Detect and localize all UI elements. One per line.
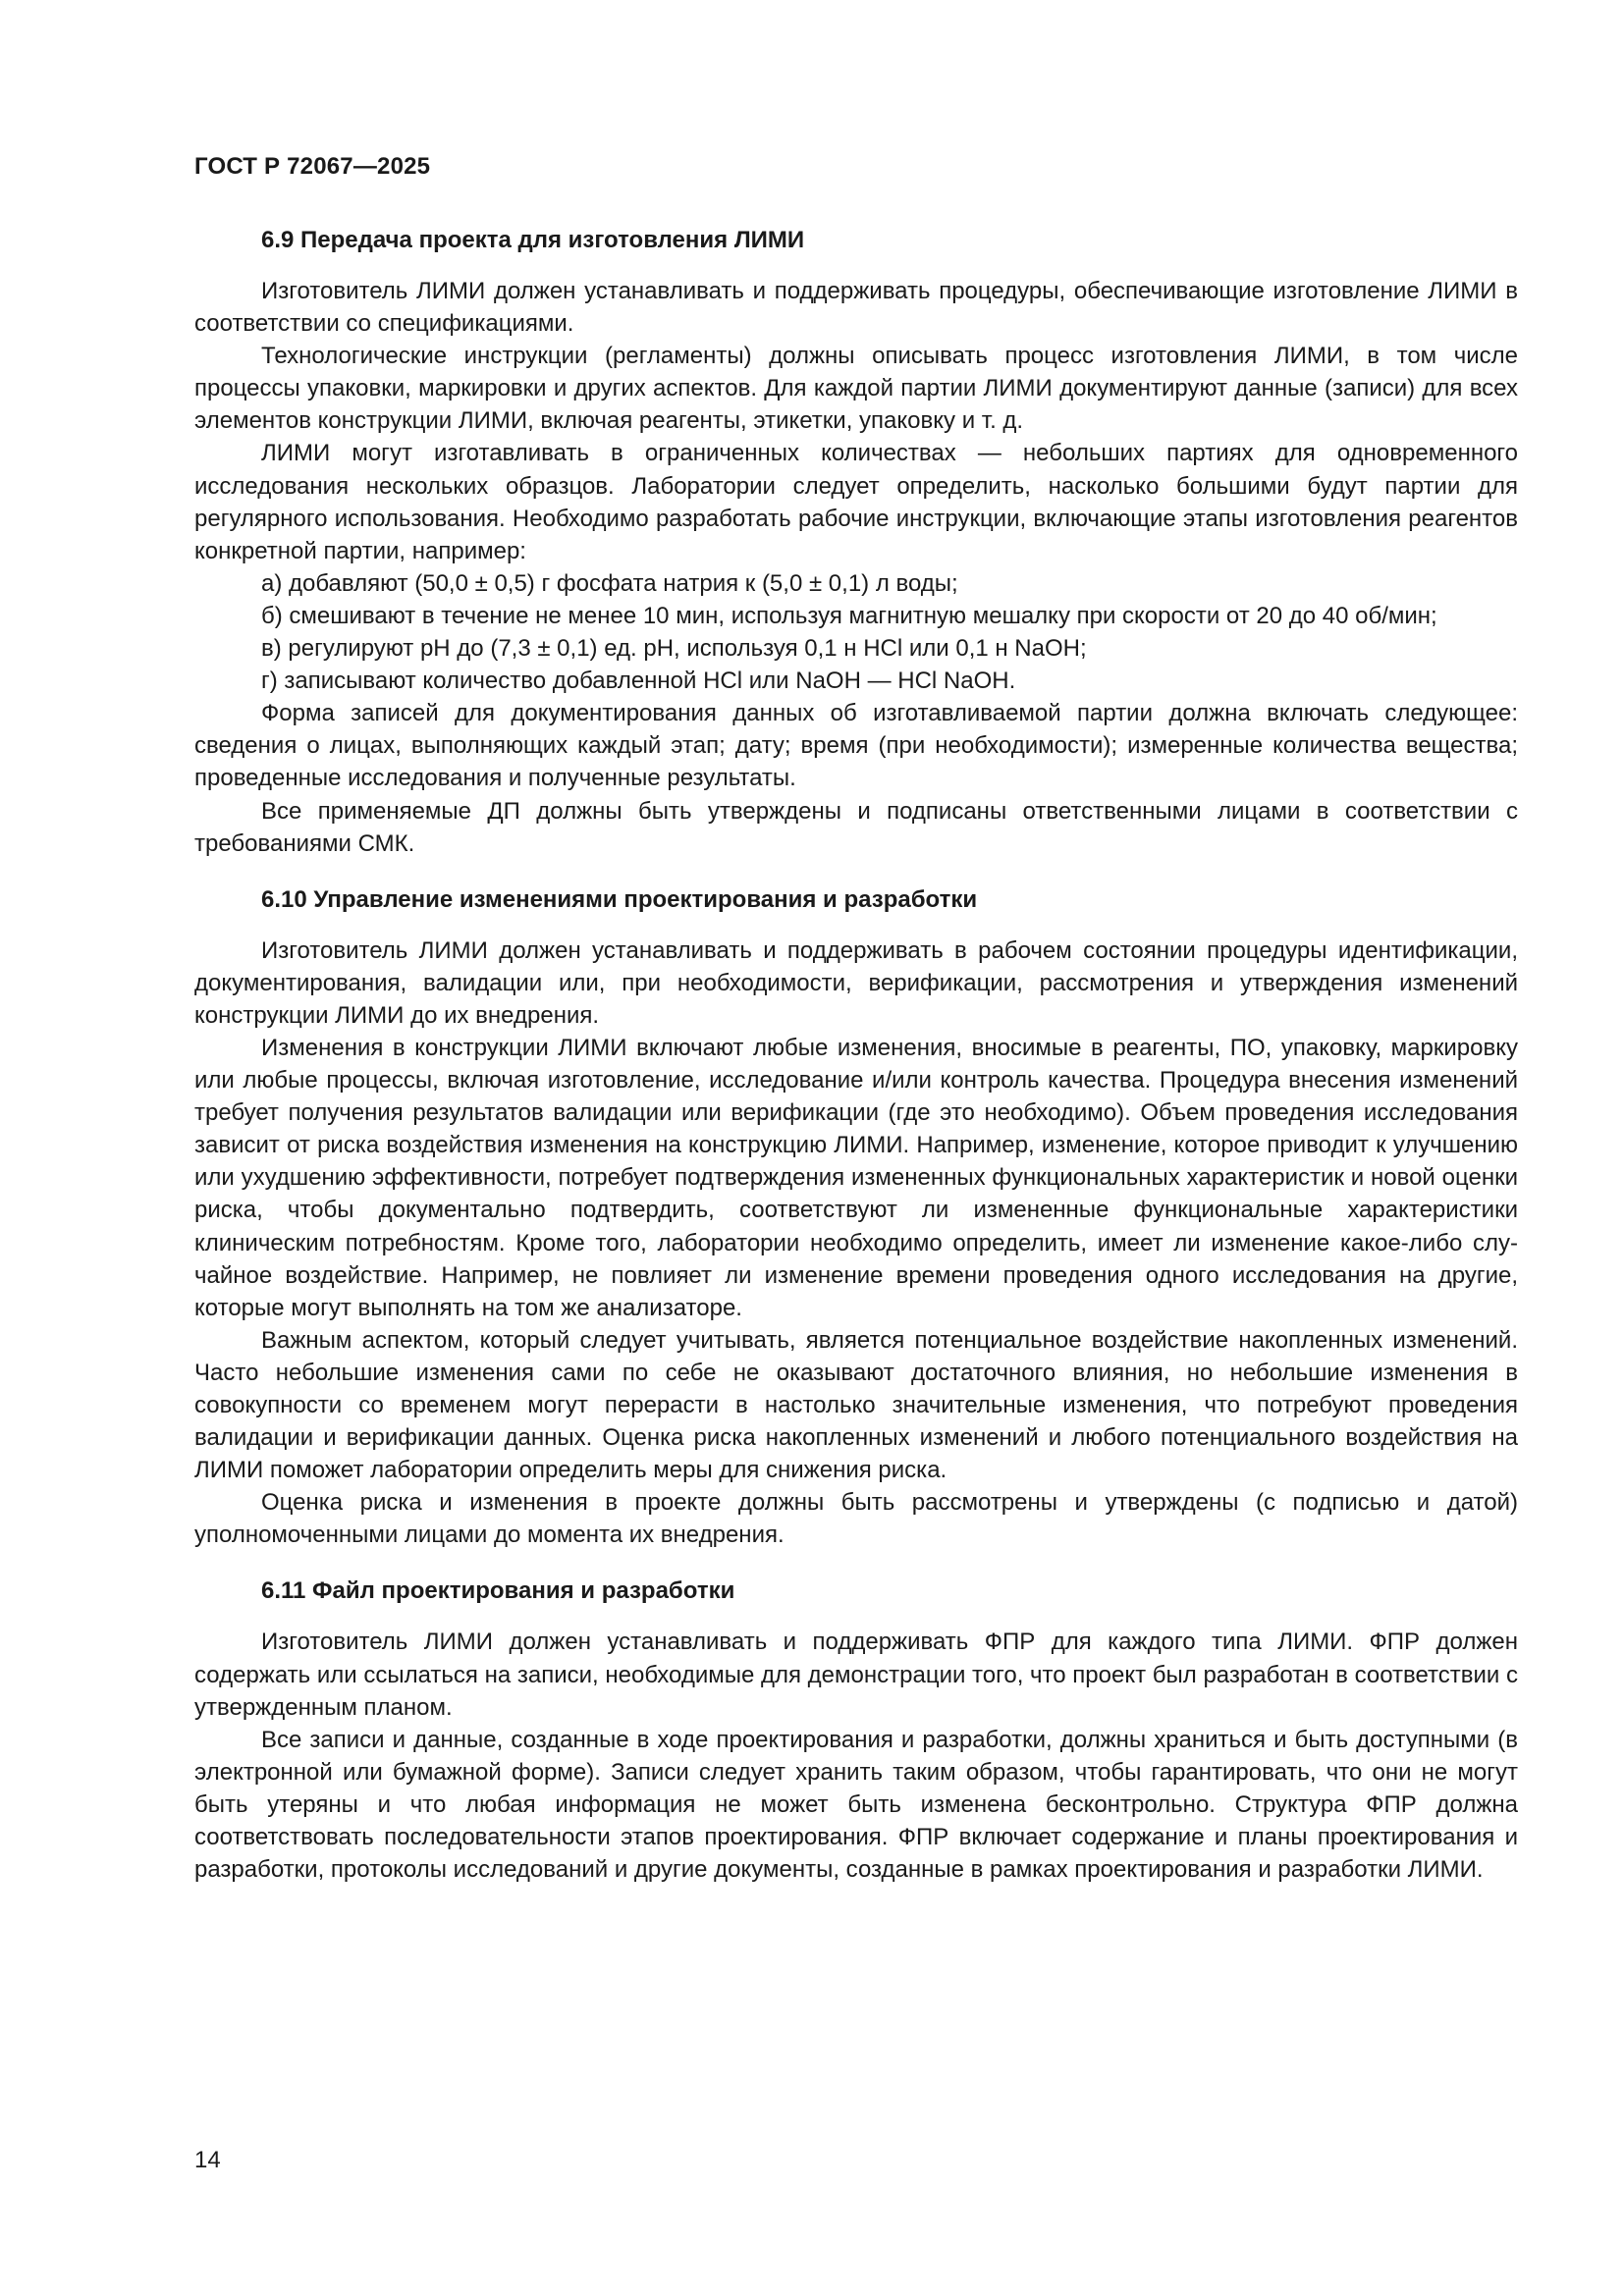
list-item: а) добавляют (50,0 ± 0,5) г фосфата натрия к (5,0 ± 0,1) л воды;: [261, 569, 958, 597]
paragraph: Изготовитель ЛИМИ должен устанавливать и поддерживать процедуры, обеспечивающие изготовление ЛИМИ в соответствии со спецификациями.: [194, 278, 1518, 338]
paragraph: Технологические инструкции (регламенты) должны описывать процесс изготовления ЛИМИ, в том числе процессы упаковки, маркировки и других аспектов. Для каждой партии ЛИМИ документируют данные (записи) для всех элементов конструкции ЛИМИ, включая реагенты, этикетки, упаковку и т. д.: [194, 343, 1518, 435]
paragraph: Изготовитель ЛИМИ должен устанавливать и поддерживать ФПР для каждого типа ЛИМИ. ФПР должен содержать или ссылаться на записи, необходимые для демонстрации того, что проект был разработан в соответствии с утвержденным планом.: [194, 1629, 1518, 1721]
section-6-11: [194, 1575, 1518, 1886]
page-number: 14: [194, 2147, 221, 2173]
section-6-10: [194, 883, 1518, 1552]
paragraph: Оценка риска и изменения в проекте должны быть рассмотрены и утверждены (с подписью и датой) уполномоченными лицами до момента их внедрения.: [194, 1489, 1518, 1549]
list-item: г) записывают количество добавленной HCl или NaOH — HCl NaOH.: [261, 667, 1016, 695]
document-code-header: ГОСТ Р 72067—2025: [194, 153, 431, 180]
section-heading: 6.11 Файл проектирования и разработки: [261, 1577, 735, 1605]
paragraph: Форма записей для документирования данных об изготавливаемой партии должна включать следующее: сведения о лицах, выполняющих каждый этап; дату; время (при необходимости); измеренные количества вещества; проведенные исследования и полученные результаты.: [194, 700, 1518, 792]
page-body: [194, 224, 1518, 1909]
paragraph: Важным аспектом, который следует учитывать, является потенциальное воздействие накопленных изменений. Часто небольшие изменения сами по себе не оказывают достаточного влияния, но небольшие изменения в совокупности со временем могут перерасти в настолько значительные изменения, что потребуют проведения валидации и верификации данных. Оценка риска накопленных изменений и любого потенциального воздействия на ЛИМИ поможет лаборатории определить меры для снижения риска.: [194, 1326, 1518, 1484]
section-6-9: [194, 224, 1518, 860]
section-heading: 6.10 Управление изменениями проектирования и разработки: [261, 885, 978, 913]
section-heading: 6.9 Передача проекта для изготовления ЛИМИ: [261, 227, 805, 253]
paragraph: Все записи и данные, созданные в ходе проектирования и разработки, должны храниться и быть доступными (в электронной или бумажной форме). Записи следует хранить таким образом, чтобы гарантировать, что они не могут быть утеряны и что любая информация не может быть изменена бесконтрольно. Структура ФПР должна соответствовать последовательности этапов проектирования. ФПР включает содержание и планы проектирования и разработки, протоколы исследований и другие документы, созданные в рамках проектирования и разработки ЛИМИ.: [194, 1726, 1518, 1884]
list-item: в) регулируют pH до (7,3 ± 0,1) ед. pH, используя 0,1 н HCl или 0,1 н NaOH;: [261, 635, 1087, 663]
list-item: б) смешивают в течение не менее 10 мин, используя магнитную мешалку при скорости от 20 до 40 об/мин;: [261, 602, 1437, 629]
paragraph: Все применяемые ДП должны быть утверждены и подписаны ответственными лицами в соответствии с требованиями СМК.: [194, 797, 1518, 857]
paragraph: ЛИМИ могут изготавливать в ограниченных количествах — небольших партиях для одновременного исследования нескольких образцов. Лаборатории следует определить, насколько большими будут партии для регулярного использования. Необходимо разработать рабочие инструкции, включающие этапы изготовления реагентов конкретной партии, например:: [194, 440, 1518, 564]
paragraph: Изготовитель ЛИМИ должен устанавливать и поддерживать в рабочем состоянии процедуры идентификации, документирования, валидации или, при необходимости, верификации, рассмотрения и утверждения изменений конструкции ЛИМИ до их внедрения.: [194, 936, 1518, 1029]
paragraph: Изменения в конструкции ЛИМИ включают любые изменения, вносимые в реагенты, ПО, упаковку, маркировку или любые процессы, включая изготовление, исследование и/или контроль качества. Процедура внесения изменений требует получения результатов валидации или верификации (где это необходимо). Объем проведения исследования зависит от риска воздействия изменения на конструкцию ЛИМИ. Например, изменение, которое приводит к улучшению или ухудшению эффективности, потребует подтверждения измененных функциональных характеристик и новой оценки риска, чтобы документально подтвердить, соответствуют ли измененные функциональные характеристики клиническим потребностям. Кроме того, лаборатории необходимо определить, имеет ли изменение какое-либо случайное воздействие. Например, не повлияет ли изменение времени проведения одного исследования на другие, которые могут выполнять на том же анализаторе.: [194, 1034, 1518, 1321]
